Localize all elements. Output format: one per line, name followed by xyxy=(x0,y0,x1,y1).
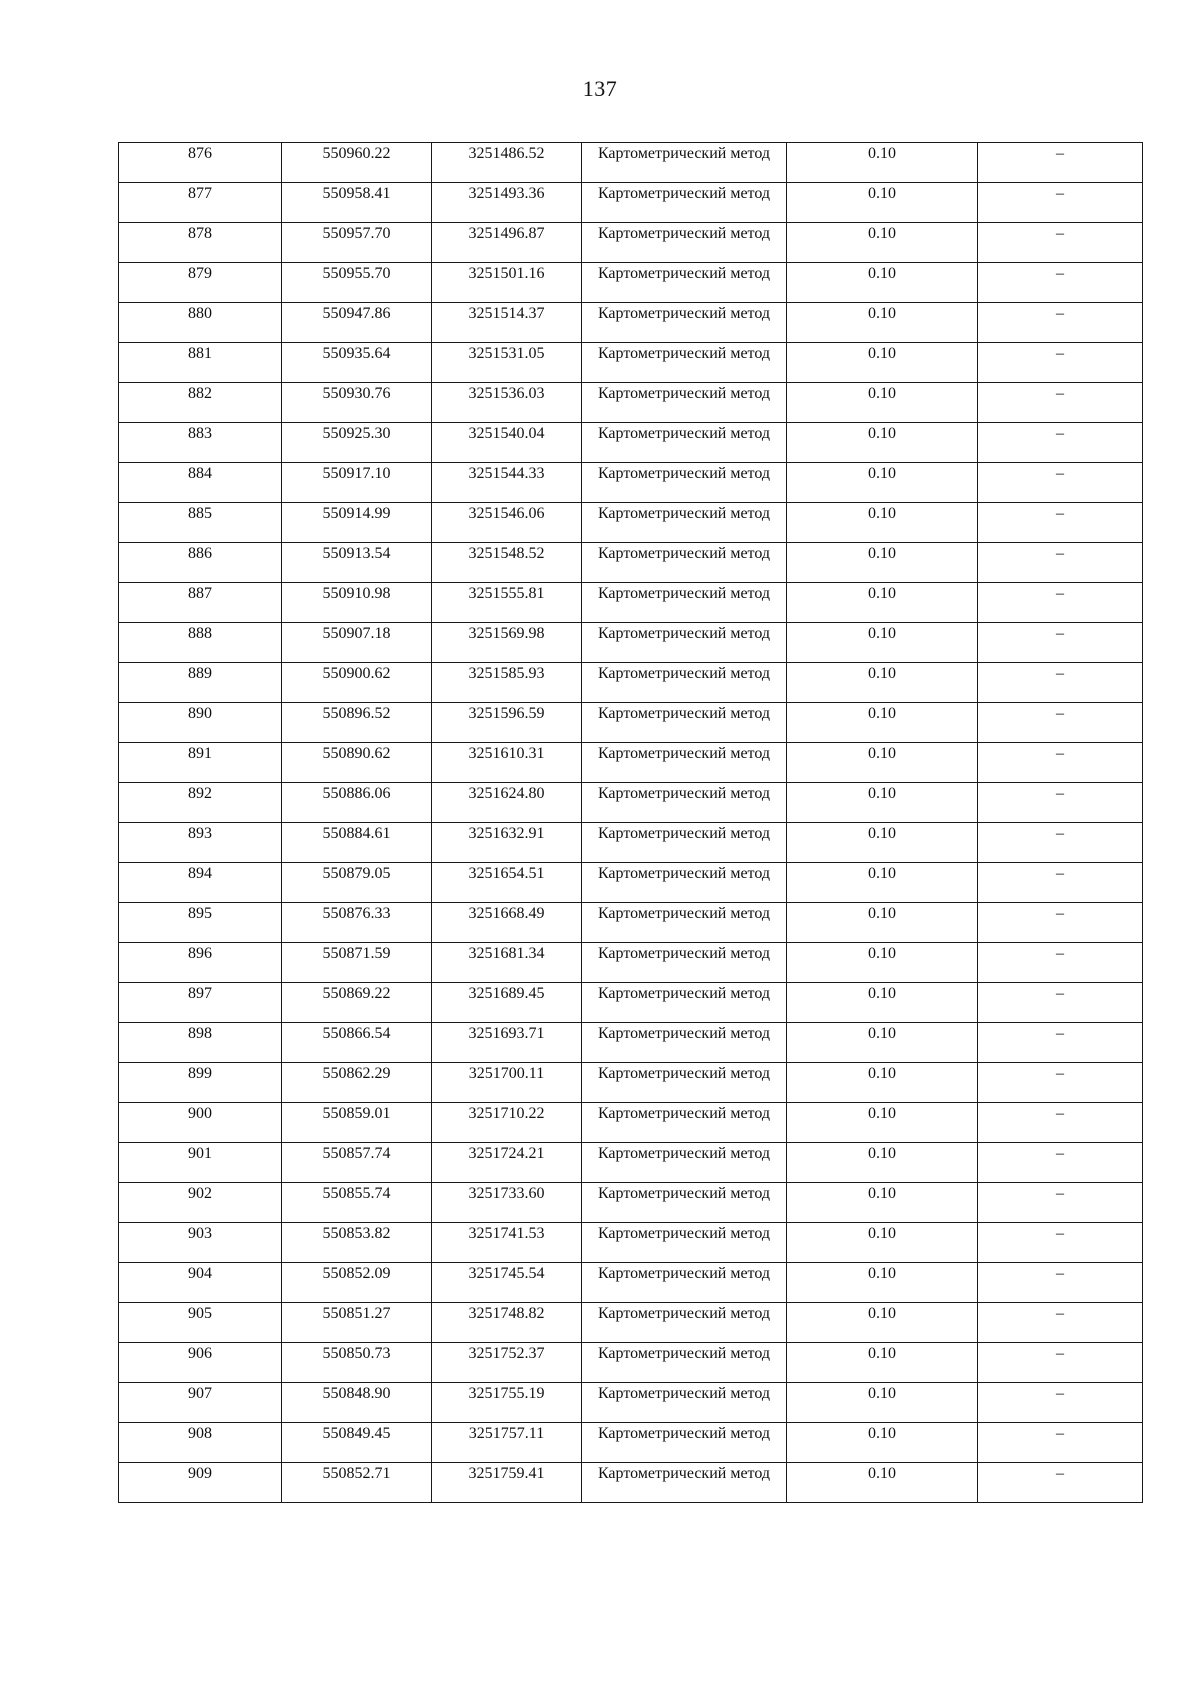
note-cell: – xyxy=(978,143,1143,183)
note-cell: – xyxy=(978,703,1143,743)
accuracy-cell: 0.10 xyxy=(787,863,978,903)
method-cell: Картометрический метод xyxy=(582,423,787,463)
y-coordinate-cell: 3251569.98 xyxy=(432,623,582,663)
y-coordinate-cell: 3251632.91 xyxy=(432,823,582,863)
method-cell: Картометрический метод xyxy=(582,903,787,943)
table-row xyxy=(119,943,1143,983)
method-cell: Картометрический метод xyxy=(582,503,787,543)
method-cell: Картометрический метод xyxy=(582,183,787,223)
x-coordinate-cell: 550850.73 xyxy=(282,1343,432,1383)
y-coordinate-cell: 3251501.16 xyxy=(432,263,582,303)
table-row xyxy=(119,1343,1143,1383)
method-cell: Картометрический метод xyxy=(582,343,787,383)
note-cell: – xyxy=(978,1103,1143,1143)
method-cell: Картометрический метод xyxy=(582,863,787,903)
y-coordinate-cell: 3251585.93 xyxy=(432,663,582,703)
note-cell: – xyxy=(978,1183,1143,1223)
x-coordinate-cell: 550896.52 xyxy=(282,703,432,743)
point-number-cell: 879 xyxy=(119,263,282,303)
coordinates-table-body xyxy=(119,143,1143,1503)
y-coordinate-cell: 3251741.53 xyxy=(432,1223,582,1263)
note-cell: – xyxy=(978,1383,1143,1423)
y-coordinate-cell: 3251548.52 xyxy=(432,543,582,583)
table-row xyxy=(119,183,1143,223)
method-cell: Картометрический метод xyxy=(582,1383,787,1423)
accuracy-cell: 0.10 xyxy=(787,823,978,863)
x-coordinate-cell: 550935.64 xyxy=(282,343,432,383)
y-coordinate-cell: 3251486.52 xyxy=(432,143,582,183)
x-coordinate-cell: 550848.90 xyxy=(282,1383,432,1423)
point-number-cell: 876 xyxy=(119,143,282,183)
note-cell: – xyxy=(978,303,1143,343)
point-number-cell: 888 xyxy=(119,623,282,663)
table-row xyxy=(119,743,1143,783)
point-number-cell: 881 xyxy=(119,343,282,383)
point-number-cell: 885 xyxy=(119,503,282,543)
method-cell: Картометрический метод xyxy=(582,463,787,503)
x-coordinate-cell: 550925.30 xyxy=(282,423,432,463)
point-number-cell: 901 xyxy=(119,1143,282,1183)
note-cell: – xyxy=(978,1303,1143,1343)
x-coordinate-cell: 550857.74 xyxy=(282,1143,432,1183)
x-coordinate-cell: 550876.33 xyxy=(282,903,432,943)
method-cell: Картометрический метод xyxy=(582,663,787,703)
y-coordinate-cell: 3251610.31 xyxy=(432,743,582,783)
y-coordinate-cell: 3251759.41 xyxy=(432,1463,582,1503)
table-row xyxy=(119,423,1143,463)
accuracy-cell: 0.10 xyxy=(787,543,978,583)
note-cell: – xyxy=(978,1463,1143,1503)
note-cell: – xyxy=(978,663,1143,703)
table-row xyxy=(119,583,1143,623)
method-cell: Картометрический метод xyxy=(582,623,787,663)
method-cell: Картометрический метод xyxy=(582,1423,787,1463)
method-cell: Картометрический метод xyxy=(582,783,787,823)
note-cell: – xyxy=(978,383,1143,423)
y-coordinate-cell: 3251693.71 xyxy=(432,1023,582,1063)
accuracy-cell: 0.10 xyxy=(787,983,978,1023)
table-row xyxy=(119,1383,1143,1423)
x-coordinate-cell: 550955.70 xyxy=(282,263,432,303)
table-row xyxy=(119,1263,1143,1303)
accuracy-cell: 0.10 xyxy=(787,383,978,423)
note-cell: – xyxy=(978,783,1143,823)
method-cell: Картометрический метод xyxy=(582,1223,787,1263)
x-coordinate-cell: 550879.05 xyxy=(282,863,432,903)
table-row xyxy=(119,383,1143,423)
x-coordinate-cell: 550914.99 xyxy=(282,503,432,543)
note-cell: – xyxy=(978,463,1143,503)
y-coordinate-cell: 3251496.87 xyxy=(432,223,582,263)
point-number-cell: 890 xyxy=(119,703,282,743)
note-cell: – xyxy=(978,263,1143,303)
note-cell: – xyxy=(978,1263,1143,1303)
point-number-cell: 898 xyxy=(119,1023,282,1063)
y-coordinate-cell: 3251654.51 xyxy=(432,863,582,903)
y-coordinate-cell: 3251531.05 xyxy=(432,343,582,383)
x-coordinate-cell: 550852.09 xyxy=(282,1263,432,1303)
point-number-cell: 892 xyxy=(119,783,282,823)
method-cell: Картометрический метод xyxy=(582,983,787,1023)
point-number-cell: 897 xyxy=(119,983,282,1023)
method-cell: Картометрический метод xyxy=(582,383,787,423)
method-cell: Картометрический метод xyxy=(582,743,787,783)
accuracy-cell: 0.10 xyxy=(787,1223,978,1263)
table-row xyxy=(119,1183,1143,1223)
y-coordinate-cell: 3251493.36 xyxy=(432,183,582,223)
accuracy-cell: 0.10 xyxy=(787,1463,978,1503)
accuracy-cell: 0.10 xyxy=(787,1263,978,1303)
y-coordinate-cell: 3251700.11 xyxy=(432,1063,582,1103)
page-number: 137 xyxy=(582,76,618,101)
y-coordinate-cell: 3251710.22 xyxy=(432,1103,582,1143)
accuracy-cell: 0.10 xyxy=(787,903,978,943)
note-cell: – xyxy=(978,1023,1143,1063)
y-coordinate-cell: 3251514.37 xyxy=(432,303,582,343)
note-cell: – xyxy=(978,183,1143,223)
x-coordinate-cell: 550871.59 xyxy=(282,943,432,983)
table-row xyxy=(119,303,1143,343)
table-row xyxy=(119,143,1143,183)
table-row xyxy=(119,983,1143,1023)
y-coordinate-cell: 3251536.03 xyxy=(432,383,582,423)
table-row xyxy=(119,1103,1143,1143)
accuracy-cell: 0.10 xyxy=(787,503,978,543)
x-coordinate-cell: 550866.54 xyxy=(282,1023,432,1063)
point-number-cell: 902 xyxy=(119,1183,282,1223)
point-number-cell: 891 xyxy=(119,743,282,783)
table-row xyxy=(119,1023,1143,1063)
note-cell: – xyxy=(978,983,1143,1023)
accuracy-cell: 0.10 xyxy=(787,1063,978,1103)
note-cell: – xyxy=(978,1343,1143,1383)
table-row xyxy=(119,463,1143,503)
point-number-cell: 889 xyxy=(119,663,282,703)
table-row xyxy=(119,1143,1143,1183)
point-number-cell: 903 xyxy=(119,1223,282,1263)
x-coordinate-cell: 550910.98 xyxy=(282,583,432,623)
y-coordinate-cell: 3251752.37 xyxy=(432,1343,582,1383)
table-row xyxy=(119,663,1143,703)
accuracy-cell: 0.10 xyxy=(787,1383,978,1423)
x-coordinate-cell: 550851.27 xyxy=(282,1303,432,1343)
note-cell: – xyxy=(978,863,1143,903)
method-cell: Картометрический метод xyxy=(582,583,787,623)
accuracy-cell: 0.10 xyxy=(787,1103,978,1143)
point-number-cell: 896 xyxy=(119,943,282,983)
accuracy-cell: 0.10 xyxy=(787,663,978,703)
y-coordinate-cell: 3251681.34 xyxy=(432,943,582,983)
table-row xyxy=(119,703,1143,743)
y-coordinate-cell: 3251540.04 xyxy=(432,423,582,463)
point-number-cell: 907 xyxy=(119,1383,282,1423)
accuracy-cell: 0.10 xyxy=(787,1423,978,1463)
accuracy-cell: 0.10 xyxy=(787,1183,978,1223)
accuracy-cell: 0.10 xyxy=(787,1303,978,1343)
table-row xyxy=(119,783,1143,823)
point-number-cell: 877 xyxy=(119,183,282,223)
y-coordinate-cell: 3251668.49 xyxy=(432,903,582,943)
table-row xyxy=(119,1463,1143,1503)
point-number-cell: 909 xyxy=(119,1463,282,1503)
point-number-cell: 905 xyxy=(119,1303,282,1343)
x-coordinate-cell: 550849.45 xyxy=(282,1423,432,1463)
x-coordinate-cell: 550913.54 xyxy=(282,543,432,583)
method-cell: Картометрический метод xyxy=(582,1303,787,1343)
x-coordinate-cell: 550884.61 xyxy=(282,823,432,863)
x-coordinate-cell: 550853.82 xyxy=(282,1223,432,1263)
accuracy-cell: 0.10 xyxy=(787,623,978,663)
y-coordinate-cell: 3251544.33 xyxy=(432,463,582,503)
note-cell: – xyxy=(978,903,1143,943)
coordinates-table xyxy=(118,142,1143,1503)
y-coordinate-cell: 3251755.19 xyxy=(432,1383,582,1423)
method-cell: Картометрический метод xyxy=(582,1103,787,1143)
y-coordinate-cell: 3251745.54 xyxy=(432,1263,582,1303)
x-coordinate-cell: 550958.41 xyxy=(282,183,432,223)
method-cell: Картометрический метод xyxy=(582,1263,787,1303)
method-cell: Картометрический метод xyxy=(582,223,787,263)
x-coordinate-cell: 550930.76 xyxy=(282,383,432,423)
y-coordinate-cell: 3251596.59 xyxy=(432,703,582,743)
table-row xyxy=(119,903,1143,943)
note-cell: – xyxy=(978,1063,1143,1103)
x-coordinate-cell: 550957.70 xyxy=(282,223,432,263)
accuracy-cell: 0.10 xyxy=(787,183,978,223)
method-cell: Картометрический метод xyxy=(582,823,787,863)
note-cell: – xyxy=(978,1223,1143,1263)
y-coordinate-cell: 3251555.81 xyxy=(432,583,582,623)
note-cell: – xyxy=(978,943,1143,983)
table-row xyxy=(119,623,1143,663)
y-coordinate-cell: 3251724.21 xyxy=(432,1143,582,1183)
accuracy-cell: 0.10 xyxy=(787,743,978,783)
x-coordinate-cell: 550907.18 xyxy=(282,623,432,663)
y-coordinate-cell: 3251748.82 xyxy=(432,1303,582,1343)
accuracy-cell: 0.10 xyxy=(787,303,978,343)
accuracy-cell: 0.10 xyxy=(787,1343,978,1383)
note-cell: – xyxy=(978,343,1143,383)
y-coordinate-cell: 3251733.60 xyxy=(432,1183,582,1223)
accuracy-cell: 0.10 xyxy=(787,1143,978,1183)
accuracy-cell: 0.10 xyxy=(787,1023,978,1063)
x-coordinate-cell: 550886.06 xyxy=(282,783,432,823)
x-coordinate-cell: 550917.10 xyxy=(282,463,432,503)
table-row xyxy=(119,263,1143,303)
note-cell: – xyxy=(978,503,1143,543)
point-number-cell: 900 xyxy=(119,1103,282,1143)
x-coordinate-cell: 550852.71 xyxy=(282,1463,432,1503)
table-row xyxy=(119,1223,1143,1263)
table-row xyxy=(119,503,1143,543)
accuracy-cell: 0.10 xyxy=(787,143,978,183)
accuracy-cell: 0.10 xyxy=(787,423,978,463)
note-cell: – xyxy=(978,823,1143,863)
table-row xyxy=(119,543,1143,583)
x-coordinate-cell: 550855.74 xyxy=(282,1183,432,1223)
accuracy-cell: 0.10 xyxy=(787,583,978,623)
note-cell: – xyxy=(978,1143,1143,1183)
point-number-cell: 886 xyxy=(119,543,282,583)
table-row xyxy=(119,1423,1143,1463)
note-cell: – xyxy=(978,223,1143,263)
method-cell: Картометрический метод xyxy=(582,303,787,343)
note-cell: – xyxy=(978,543,1143,583)
table-row xyxy=(119,1303,1143,1343)
point-number-cell: 880 xyxy=(119,303,282,343)
method-cell: Картометрический метод xyxy=(582,1463,787,1503)
x-coordinate-cell: 550862.29 xyxy=(282,1063,432,1103)
point-number-cell: 904 xyxy=(119,1263,282,1303)
accuracy-cell: 0.10 xyxy=(787,343,978,383)
method-cell: Картометрический метод xyxy=(582,143,787,183)
point-number-cell: 883 xyxy=(119,423,282,463)
method-cell: Картометрический метод xyxy=(582,1143,787,1183)
point-number-cell: 878 xyxy=(119,223,282,263)
x-coordinate-cell: 550890.62 xyxy=(282,743,432,783)
x-coordinate-cell: 550859.01 xyxy=(282,1103,432,1143)
method-cell: Картометрический метод xyxy=(582,543,787,583)
point-number-cell: 899 xyxy=(119,1063,282,1103)
note-cell: – xyxy=(978,423,1143,463)
point-number-cell: 893 xyxy=(119,823,282,863)
x-coordinate-cell: 550960.22 xyxy=(282,143,432,183)
point-number-cell: 882 xyxy=(119,383,282,423)
table-row xyxy=(119,343,1143,383)
method-cell: Картометрический метод xyxy=(582,263,787,303)
accuracy-cell: 0.10 xyxy=(787,463,978,503)
point-number-cell: 895 xyxy=(119,903,282,943)
y-coordinate-cell: 3251689.45 xyxy=(432,983,582,1023)
point-number-cell: 887 xyxy=(119,583,282,623)
table-row xyxy=(119,823,1143,863)
note-cell: – xyxy=(978,743,1143,783)
point-number-cell: 894 xyxy=(119,863,282,903)
method-cell: Картометрический метод xyxy=(582,703,787,743)
accuracy-cell: 0.10 xyxy=(787,783,978,823)
x-coordinate-cell: 550869.22 xyxy=(282,983,432,1023)
table-row xyxy=(119,1063,1143,1103)
note-cell: – xyxy=(978,623,1143,663)
accuracy-cell: 0.10 xyxy=(787,703,978,743)
accuracy-cell: 0.10 xyxy=(787,223,978,263)
y-coordinate-cell: 3251546.06 xyxy=(432,503,582,543)
method-cell: Картометрический метод xyxy=(582,1063,787,1103)
accuracy-cell: 0.10 xyxy=(787,263,978,303)
y-coordinate-cell: 3251624.80 xyxy=(432,783,582,823)
point-number-cell: 908 xyxy=(119,1423,282,1463)
accuracy-cell: 0.10 xyxy=(787,943,978,983)
y-coordinate-cell: 3251757.11 xyxy=(432,1423,582,1463)
note-cell: – xyxy=(978,1423,1143,1463)
table-row xyxy=(119,863,1143,903)
point-number-cell: 906 xyxy=(119,1343,282,1383)
table-row xyxy=(119,223,1143,263)
method-cell: Картометрический метод xyxy=(582,1343,787,1383)
method-cell: Картометрический метод xyxy=(582,1183,787,1223)
x-coordinate-cell: 550900.62 xyxy=(282,663,432,703)
point-number-cell: 884 xyxy=(119,463,282,503)
x-coordinate-cell: 550947.86 xyxy=(282,303,432,343)
method-cell: Картометрический метод xyxy=(582,1023,787,1063)
note-cell: – xyxy=(978,583,1143,623)
method-cell: Картометрический метод xyxy=(582,943,787,983)
